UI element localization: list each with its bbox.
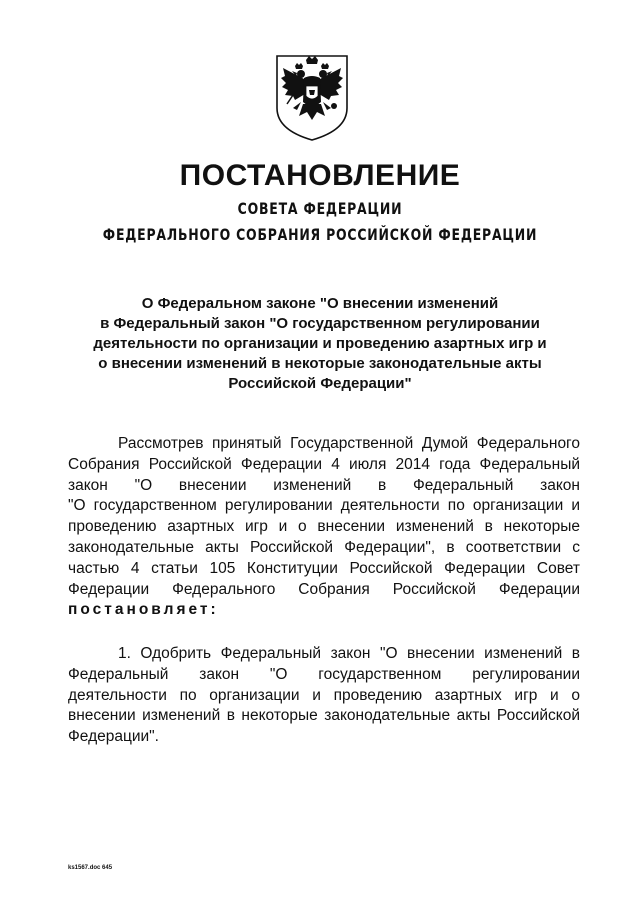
paragraph-line: Рассмотрев принятый Государственной Думой Федерального: [118, 435, 580, 452]
subject-line: в Федеральный закон "О государственном регулировании: [100, 315, 540, 332]
paragraph-line: Федерации".: [68, 728, 159, 746]
document-reference: ks1567.doc 645: [68, 865, 113, 871]
coat-of-arms-icon: [273, 50, 351, 142]
paragraph-line: 1. Одобрить Федеральный закон "О внесении изменений в: [118, 645, 580, 662]
paragraph-line: Собрания Российской Федерации 4 июля 2014 года Федеральный: [68, 455, 580, 473]
paragraph-line: частью 4 статьи 105 Конституции Российской Федерации Совет: [68, 559, 580, 577]
issuer-line-2: ФЕДЕРАЛЬНОГО СОБРАНИЯ РОССИЙСКОЙ ФЕДЕРАЦИИ: [102, 225, 538, 244]
paragraph-line: закон "О внесении изменений в Федеральный закон: [68, 476, 580, 494]
paragraph-line: Федеральный закон "О государственном регулировании: [68, 665, 580, 683]
paragraph-line: Федерации Федерального Собрания Российской Федерации: [68, 580, 580, 598]
paragraph-line: проведению азартных игр и о внесении изменений в некоторые: [68, 518, 580, 536]
paragraph-line: законодательные акты Российской Федерации", в соответствии с: [68, 538, 580, 556]
document-subject: [0, 294, 640, 394]
subject-line: деятельности по организации и проведению азартных игр и: [93, 335, 547, 352]
paragraph-line: деятельности по организации и проведению азартных игр и о: [68, 686, 580, 704]
decision-word: постановляет:: [68, 601, 219, 619]
subject-line: Российской Федерации": [228, 375, 412, 392]
subject-line: о внесении изменений в некоторые законодательные акты: [98, 355, 542, 372]
resolution-item-1: [68, 644, 580, 748]
paragraph-line: внесении изменений в некоторые законодательные акты Российской: [68, 707, 580, 725]
issuer-line-1: СОВЕТА ФЕДЕРАЦИИ: [237, 199, 403, 218]
subject-line: О Федеральном законе "О внесении изменений: [141, 295, 499, 312]
paragraph-line: "О государственном регулировании деятельности по организации и: [68, 497, 580, 515]
preamble-paragraph: [68, 434, 580, 621]
document-title: ПОСТАНОВЛЕНИЕ: [179, 159, 461, 192]
